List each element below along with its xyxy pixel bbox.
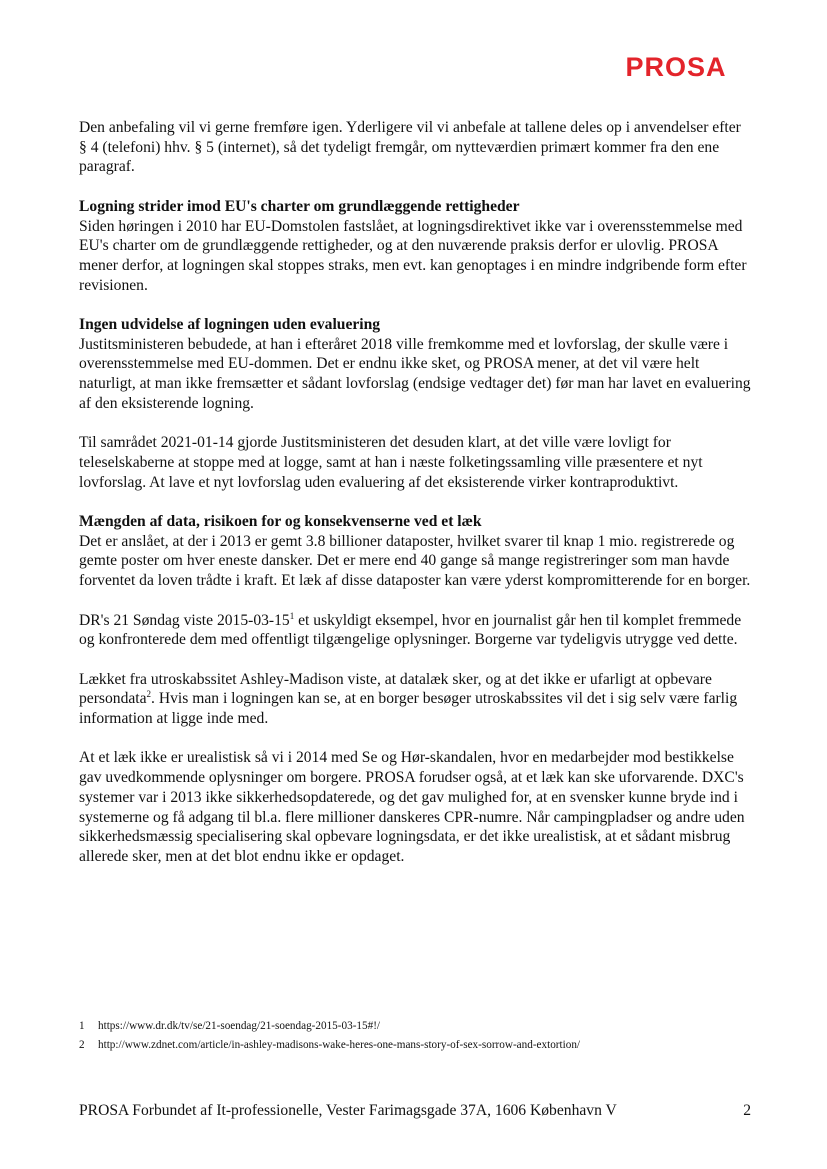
footnote-link[interactable]: https://www.dr.dk/tv/se/21-soendag/21-soendag-2015-03-15#!/ [98,1020,381,1032]
document-body [79,118,751,886]
intro-paragraph: Den anbefaling vil vi gerne fremføre igen. Yderligere vil vi anbefale at tallene deles op i anvendelser efter § 4 (telefoni) hhv. § 5 (internet), så det tydeligt fremgår, om nytteværdien primært kommer fra den ene paragraf. [79,119,741,176]
svg-text:PROSA: PROSA [625,52,727,80]
section-body: Justitsministeren bebudede, at han i efteråret 2018 ville fremkomme med et lovforslag, der skulle være i overensstemmelse med EU-dommen. Det er endnu ikke sket, og PROSA mener, at det vil være helt naturligt, at man ikke fremsætter et sådant lovforslag (endsige vedtager det) før man har lavet en evaluering af den eksisterende logning. [79,335,751,412]
footnote-number: 1 [79,1020,85,1032]
section-body: Siden høringen i 2010 har EU-Domstolen fastslået, at logningsdirektivet ikke var i overensstemmelse med EU's charter om de grundlæggende rettigheder, og at den nuværende praksis derfor er ulovlig. PROSA mener derfor, at logningen skal stoppes straks, men evt. kan genoptages i en mindre indgribende form efter revisionen. [79,217,747,294]
leak-paragraph: At et læk ikke er urealistisk så vi i 2014 med Se og Hør-skandalen, hvor en medarbejder mod bestikkelse gav uvedkommende oplysninger om borgere. PROSA forudser også, at et læk kan ske uforvarende. DXC's systemer var i 2013 ikke sikkerhedsopdaterede, og det gav mulighed for, at en svensker kunne bryde ind i systemerne og få adgang til bl.a. flere millioner danskeres CPR-numre. Når campingpladser og andre uden sikkerhedsmæssig specialisering skal opbevare logningsdata, er det ikke urealistisk, at et sådant misbrug allerede sker, men at det blot endnu ikke er opdaget. [79,749,745,865]
footnote-item [79,1017,759,1036]
footnotes [79,1017,759,1055]
ashley-text-before: Lækket fra utroskabssitet Ashley-Madison viste, at datalæk sker, og at det ikke er ufarligt at opbevare persondata [79,670,712,708]
dr-text-before: DR's 21 Søndag viste 2015-03-15 [79,611,290,629]
footnote-ref-2[interactable]: 2 [146,689,152,700]
footer-address: PROSA Forbundet af It-professionelle, Vester Farimagsgade 37A, 1606 København V [79,1102,617,1119]
ashley-text-after: . Hvis man i logningen kan se, at en borger besøger utroskabssites vil det i sig selv være farlig information at ligge inde med. [79,690,738,727]
footnote-number: 2 [79,1039,85,1051]
section-heading: Ingen udvidelse af logningen uden evaluering [79,316,381,333]
section-no-expansion [79,315,751,414]
section-body: Det er anslået, at der i 2013 er gemt 3.8 billioner dataposter, hvilket svarer til knap 1 mio. registrerede og gemte poster om hver eneste dansker. Det er mere end 40 gange så mange registreringer som man havde forventet da loven trådte i kraft. Et læk af disse dataposter kan være yderst kompromitterende for en borger. [79,532,751,590]
section-eu-charter [79,197,751,296]
dr-text-after: et uskyldigt eksempel, hvor en journalist går hen til komplet fremmede og konfronterede dem med offentligt tilgængelige oplysninger. Borgerne var tydeligvis utrygge ved dette. [79,611,742,649]
footnote-item [79,1036,759,1055]
section-heading: Mængden af data, risikoen for og konsekvenserne ved et læk [79,513,482,530]
footnote-link[interactable]: http://www.zdnet.com/article/in-ashley-madisons-wake-heres-one-mans-story-of-sex-sorrow-and-extortion/ [98,1039,581,1051]
prosa-logo [622,52,730,80]
samraad-paragraph: Til samrådet 2021-01-14 gjorde Justitsministeren det desuden klart, at det ville være lovligt for teleselskaberne at stoppe med at logge, samt at han i næste folketingssamling ville præsentere et nyt lovforslag. At lave et nyt lovforslag uden evaluering af det eksisterende virker kontraproduktivt. [79,434,703,491]
footnote-ref-1[interactable]: 1 [289,610,295,621]
page-footer [79,1101,751,1120]
section-heading: Logning strider imod EU's charter om grundlæggende rettigheder [79,197,520,215]
dr-paragraph [79,611,751,650]
page-number: 2 [743,1102,751,1119]
prosa-logo-mark [622,52,730,80]
section-data-leak [79,512,751,591]
ashley-paragraph [79,670,751,729]
